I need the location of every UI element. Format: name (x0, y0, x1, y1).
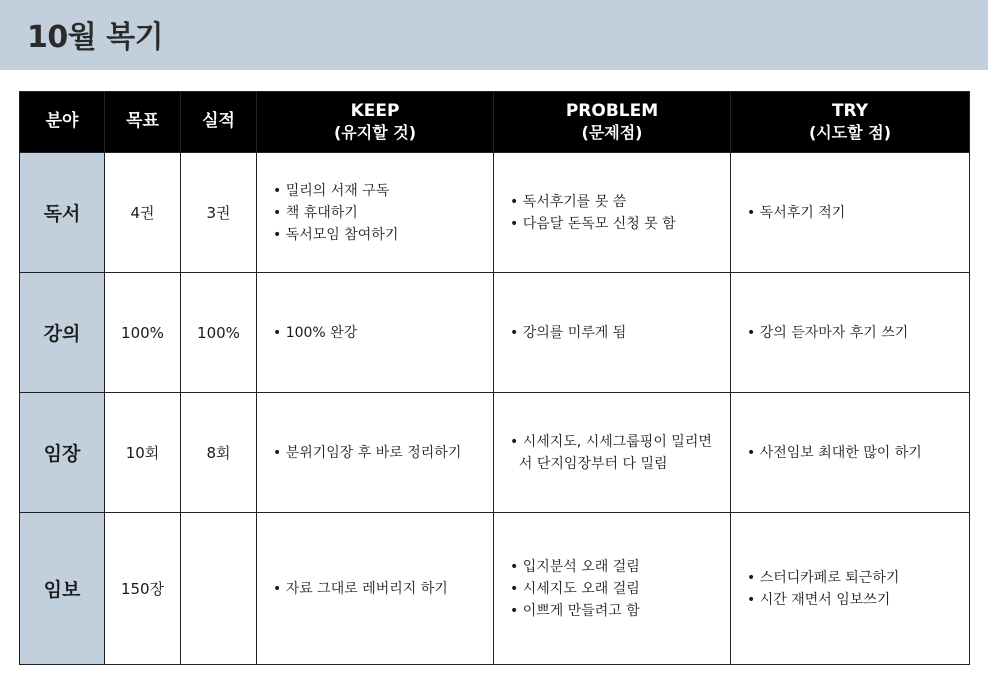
problem-item: • 시세지도 오래 걸림 (510, 580, 640, 597)
keep-item: • 밀리의 서재 구독 (273, 182, 390, 199)
problem-item: • 이쁘게 만들려고 함 (510, 602, 640, 619)
row-keep (257, 513, 494, 665)
row-category: 임보 (20, 513, 105, 665)
header-problem (494, 92, 731, 153)
row-actual (181, 513, 257, 665)
header-actual: 실적 (181, 92, 257, 153)
problem-item: • 다음달 돈독모 신청 못 함 (510, 215, 676, 232)
row-category: 독서 (20, 153, 105, 273)
row-actual: 8회 (181, 393, 257, 513)
row-keep (257, 273, 494, 393)
row-goal: 100% (105, 273, 181, 393)
keep-item: • 분위기임장 후 바로 정리하기 (273, 444, 462, 461)
keep-item: • 책 휴대하기 (273, 204, 358, 221)
row-actual: 3권 (181, 153, 257, 273)
table-row (20, 273, 970, 393)
header-try (731, 92, 970, 153)
header-try-subtitle: (시도할 점) (808, 122, 892, 142)
row-try (731, 393, 970, 513)
try-item: • 강의 듣자마자 후기 쓰기 (747, 324, 909, 341)
row-problem (494, 273, 731, 393)
row-try (731, 513, 970, 665)
keep-item: • 자료 그대로 레버리지 하기 (273, 580, 448, 597)
row-goal: 10회 (105, 393, 181, 513)
table-header-row (20, 92, 970, 153)
row-keep (257, 393, 494, 513)
table-row (20, 153, 970, 273)
problem-item-continued: 서 단지임장부터 다 밀림 (510, 455, 668, 472)
row-try (731, 273, 970, 393)
keep-item: • 100% 완강 (273, 324, 358, 341)
header-problem-subtitle: (문제점) (581, 122, 643, 142)
header-problem-title: PROBLEM (565, 101, 659, 122)
row-problem (494, 393, 731, 513)
row-category: 임장 (20, 393, 105, 513)
row-category: 강의 (20, 273, 105, 393)
try-item: • 시간 재면서 임보쓰기 (747, 591, 891, 608)
header-keep-subtitle: (유지할 것) (333, 122, 417, 142)
row-problem (494, 513, 731, 665)
problem-item: • 강의를 미루게 됨 (510, 324, 627, 341)
page-title: 10월 복기 (27, 20, 164, 55)
header-category: 분야 (20, 92, 105, 153)
table-row (20, 393, 970, 513)
keep-item: • 독서모임 참여하기 (273, 226, 399, 243)
problem-item: • 시세지도, 시세그룹핑이 밀리면 (510, 433, 712, 450)
table-row (20, 513, 970, 665)
try-item: • 사전임보 최대한 많이 하기 (747, 444, 922, 461)
row-keep (257, 153, 494, 273)
problem-item: • 입지분석 오래 걸림 (510, 558, 640, 575)
try-item: • 독서후기 적기 (747, 204, 846, 221)
retrospective-table (19, 91, 970, 665)
header-goal: 목표 (105, 92, 181, 153)
row-goal: 150장 (105, 513, 181, 665)
row-problem (494, 153, 731, 273)
header-try-title: TRY (831, 101, 869, 122)
header-keep-title: KEEP (350, 101, 400, 122)
row-try (731, 153, 970, 273)
row-goal: 4권 (105, 153, 181, 273)
title-bar (0, 0, 988, 70)
header-keep (257, 92, 494, 153)
try-item: • 스터디카페로 퇴근하기 (747, 569, 900, 586)
row-actual: 100% (181, 273, 257, 393)
problem-item: • 독서후기를 못 씀 (510, 193, 627, 210)
